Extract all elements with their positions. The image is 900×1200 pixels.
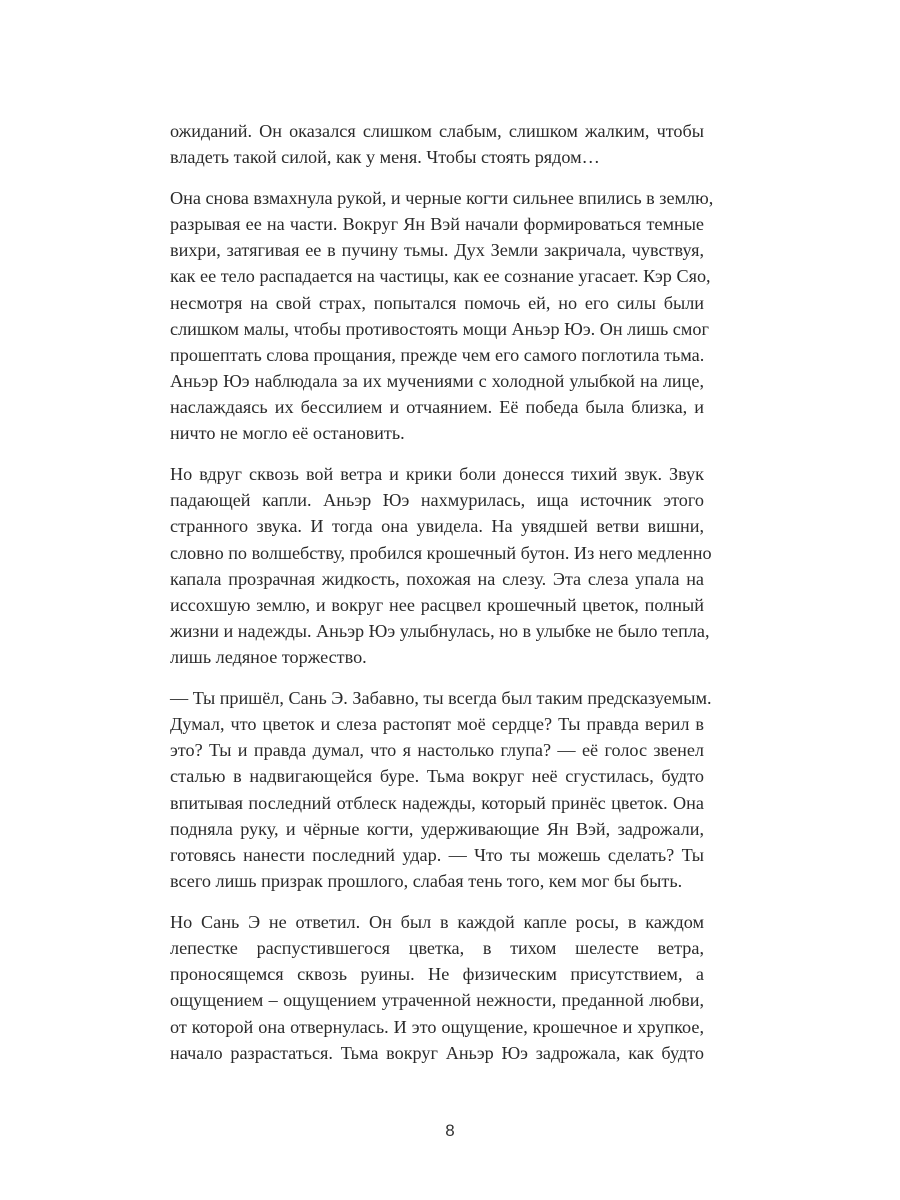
text-line: от которой она отвернулась. И это ощущение, крошечное и хрупкое, <box>170 1016 704 1037</box>
text-line: готовясь нанести последний удар. — Что ты можешь сделать? Ты <box>170 845 704 866</box>
text-line: жизни и надежды. Аньэр Юэ улыбнулась, но в улыбке не было тепла, <box>170 621 710 642</box>
text-line: странного звука. И тогда она увидела. На увядшей ветви вишни, <box>170 516 704 537</box>
text-line: всего лишь призрак прошлого, слабая тень того, кем мог бы быть. <box>170 871 683 892</box>
paragraph <box>170 909 704 1066</box>
text-line: Думал, что цветок и слеза растопят моё сердце? Ты правда верил в <box>170 714 704 735</box>
text-line: ощущением – ощущением утраченной нежности, преданной любви, <box>170 990 704 1011</box>
text-line: ничто не могло её остановить. <box>170 423 405 444</box>
text-line: сталью в надвигающейся буре. Тьма вокруг неё сгустилась, будто <box>170 766 704 787</box>
text-line: ожиданий. Он оказался слишком слабым, слишком жалким, чтобы <box>170 121 704 141</box>
text-line: начало разрастаться. Тьма вокруг Аньэр Юэ задрожала, как будто <box>170 1042 704 1063</box>
body-text <box>170 118 714 1080</box>
paragraph <box>170 461 712 671</box>
text-line: словно по волшебству, пробился крошечный бутон. Из него медленно <box>170 542 712 563</box>
text-line: лепестке распустившегося цветка, в тихом шелесте ветра, <box>170 938 704 958</box>
text-line: Аньэр Юэ наблюдала за их мучениями с холодной улыбкой на лице, <box>170 371 704 392</box>
paragraph <box>170 685 712 895</box>
text-line: наслаждаясь их бессилием и отчаянием. Её победа была близка, и <box>170 397 704 418</box>
text-line: владеть такой силой, как у меня. Чтобы стоять рядом… <box>170 147 600 168</box>
text-line: капала прозрачная жидкость, похожая на слезу. Эта слеза упала на <box>170 568 704 589</box>
page-number: 8 <box>445 1121 455 1140</box>
text-line: прошептать слова прощания, прежде чем его самого поглотила тьма. <box>170 344 705 365</box>
text-line: падающей капли. Аньэр Юэ нахмурилась, ища источник этого <box>170 490 704 511</box>
paragraph <box>170 185 714 447</box>
text-line: это? Ты и правда думал, что я настолько глупа? — её голос звенел <box>170 740 704 761</box>
text-line: — Ты пришёл, Сань Э. Забавно, ты всегда был таким предсказуемым. <box>170 687 712 708</box>
text-line: подняла руку, и чёрные когти, удерживающие Ян Вэй, задрожали, <box>170 818 704 839</box>
text-line: иссохшую землю, и вокруг нее расцвел крошечный цветок, полный <box>170 594 704 615</box>
text-line: проносящемся сквозь руины. Не физическим присутствием, а <box>170 964 704 985</box>
text-line: Она снова взмахнула рукой, и черные когти сильнее впились в землю, <box>170 187 714 208</box>
text-line: слишком малы, чтобы противостоять мощи Аньэр Юэ. Он лишь смог <box>170 318 709 339</box>
text-line: несмотря на свой страх, попытался помочь ей, но его силы были <box>170 292 704 313</box>
text-line: как ее тело распадается на частицы, как ее сознание угасает. Кэр Сяо, <box>170 266 711 287</box>
text-line: лишь ледяное торжество. <box>170 647 367 668</box>
text-line: Но Сань Э не ответил. Он был в каждой капле росы, в каждом <box>170 911 704 932</box>
text-line: разрывая ее на части. Вокруг Ян Вэй начали формироваться темные <box>170 213 704 234</box>
text-line: Но вдруг сквозь вой ветра и крики боли донесся тихий звук. Звук <box>170 464 704 485</box>
paragraph <box>170 118 704 170</box>
text-line: вихри, затягивая ее в пучину тьмы. Дух Земли закричала, чувствуя, <box>170 240 704 261</box>
text-line: впитывая последний отблеск надежды, который принёс цветок. Она <box>170 792 704 813</box>
